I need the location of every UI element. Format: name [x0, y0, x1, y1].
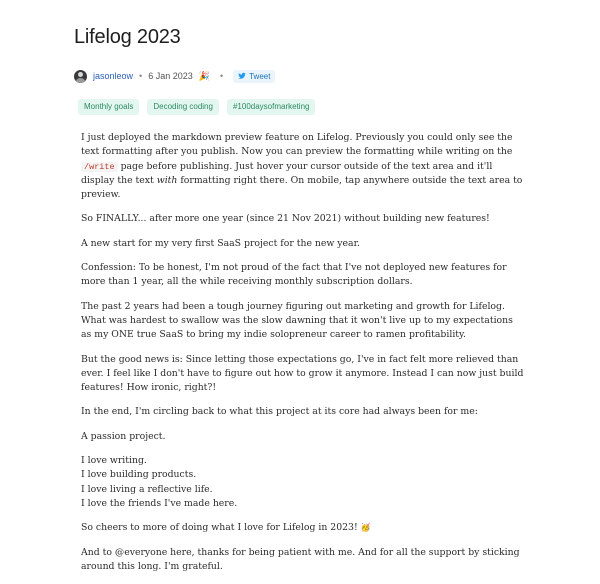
paragraph: Confession: To be honest, I'm not proud of the fact that I've not deployed new features for more than 1 year, all the while receiving monthly subscription dollars.: [81, 262, 507, 288]
tweet-button[interactable]: [233, 70, 275, 83]
separator-dot: •: [219, 71, 224, 81]
paragraph-list: [81, 454, 526, 511]
twitter-bird-icon: [238, 72, 246, 80]
post-meta: [74, 68, 275, 84]
post-body: [81, 131, 526, 584]
tweet-label: Tweet: [249, 71, 271, 81]
paragraph: So cheers to more of doing what I love for Lifelog in 2023! 🥳: [81, 522, 371, 534]
tag-decoding-coding[interactable]: Decoding coding: [147, 99, 219, 115]
tag-list: [78, 99, 315, 115]
inline-code: /write: [81, 162, 118, 172]
tag-monthly-goals[interactable]: Monthly goals: [78, 99, 139, 115]
paragraph: So FINALLY... after more one year (since 21 Nov 2021) without building new features!: [81, 213, 490, 225]
love-line: I love writing.: [81, 455, 147, 467]
paragraph: In the end, I'm circling back to what this project at its core had always been for me:: [81, 406, 478, 418]
post-title: Lifelog 2023: [74, 26, 181, 48]
paragraph: I just deployed the markdown preview feature on Lifelog. Previously you could only see the text formatting after you publish. Now you can preview the formatting while writing on the /write page before publishing. Just hover your cursor outside of the text area and it'll display the text with formatting right there. On mobile, tap anywhere outside the text area to preview.: [81, 132, 523, 201]
love-line: I love the friends I've made here.: [81, 497, 238, 509]
avatar[interactable]: [74, 70, 87, 83]
post-date: 6 Jan 2023: [148, 71, 193, 81]
paragraph: A new start for my very first SaaS project for the new year.: [81, 237, 360, 249]
paragraph: A passion project.: [81, 430, 166, 442]
separator-dot: •: [139, 71, 143, 81]
paragraph: But the good news is: Since letting those expectations go, I've in fact felt more relieved than ever. I feel like I don't have to figure out how to grow it anymore. Instead I can now just build features! How ironic, right?!: [81, 353, 524, 394]
love-line: I love living a reflective life.: [81, 483, 213, 495]
love-line: I love building products.: [81, 469, 197, 481]
tag-100daysofmarketing[interactable]: #100daysofmarketing: [227, 99, 316, 115]
paragraph: The past 2 years had been a tough journey figuring out marketing and growth for Lifelog. What was hardest to swallow was the slow dawning that it won't live up to my expectations as my ONE true SaaS to bring my indie solopreneur career to ramen profitability.: [81, 300, 513, 341]
party-face-icon: 🥳: [360, 523, 371, 533]
author-link[interactable]: jasonleow: [93, 71, 134, 81]
paragraph: And to @everyone here, thanks for being patient with me. And for all the support by sticking around this long. I'm grateful.: [81, 546, 520, 572]
party-popper-icon: 🎉: [198, 70, 210, 81]
